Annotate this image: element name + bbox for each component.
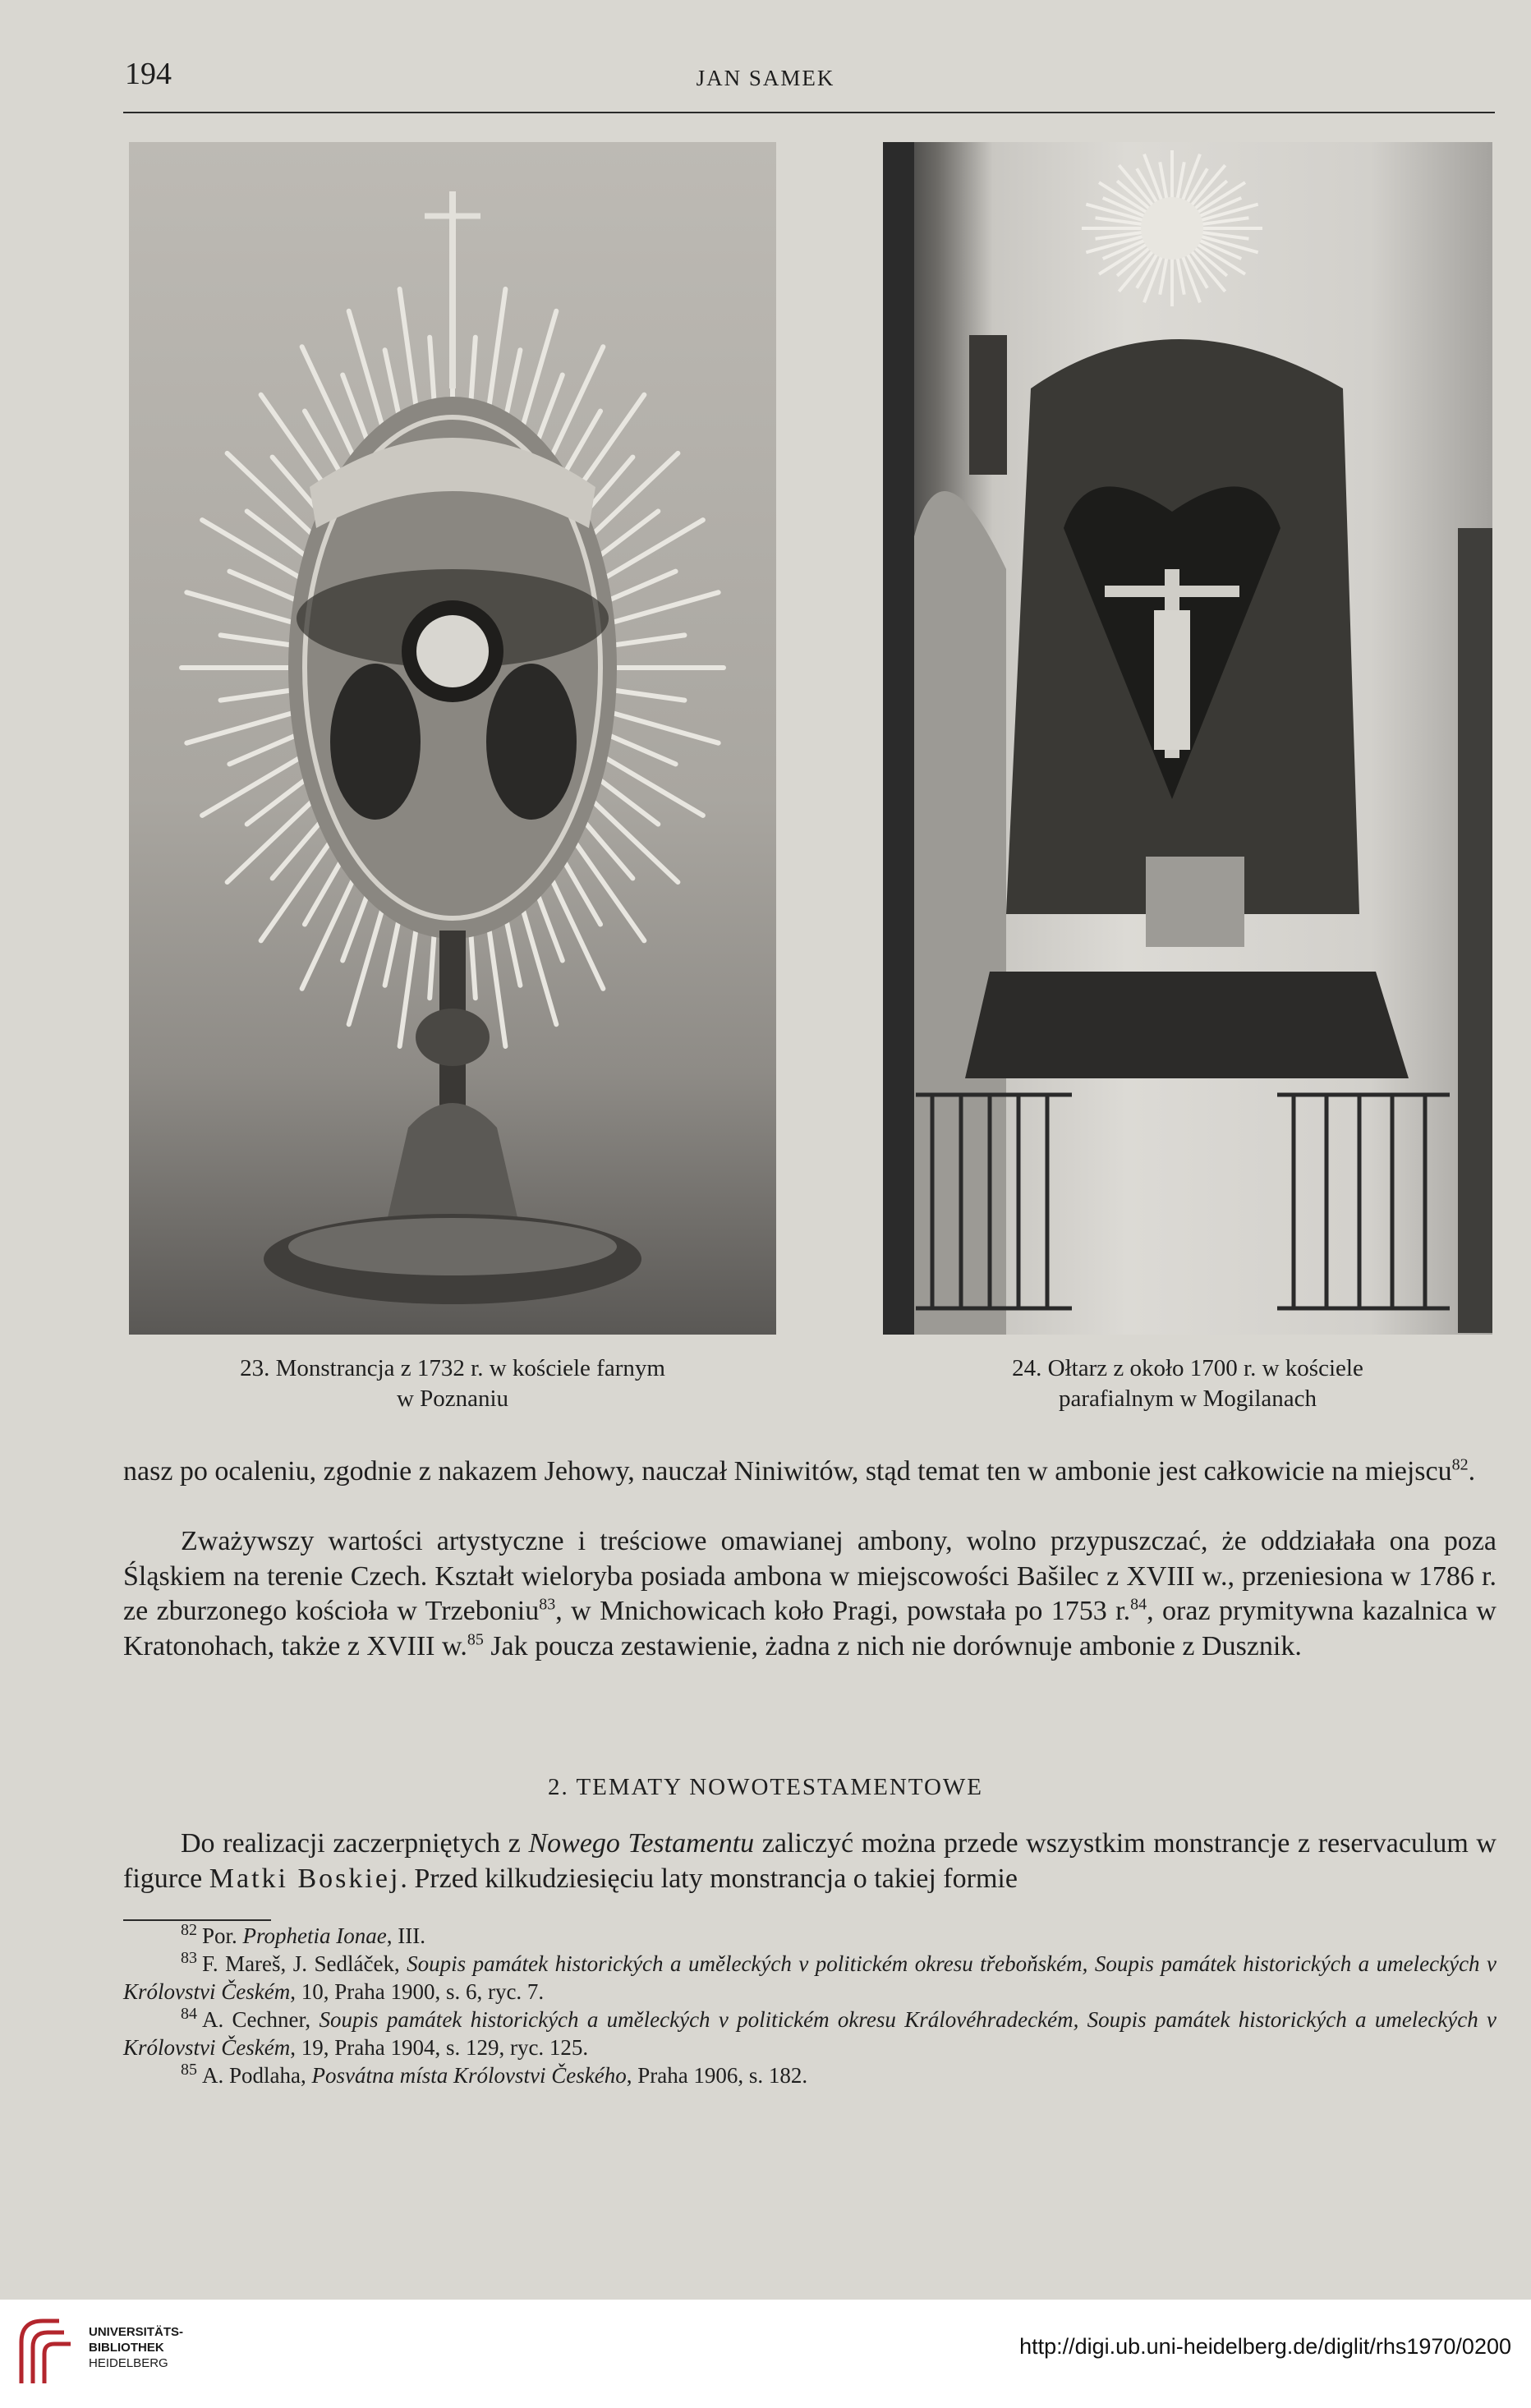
ray	[229, 733, 303, 765]
ray	[602, 733, 676, 765]
ray	[605, 711, 718, 743]
footnote-83-title: Soupis památek historických a uměleckých v politickém okresu třeboňském, Soupis památek historických a umeleckých v Królovstvi Českém	[123, 1951, 1497, 2004]
footnote-83-mark: 83	[181, 1949, 197, 1967]
figure-24-caption-line1: Ołtarz z około 1700 r. w kościele	[1047, 1355, 1363, 1381]
footnote-85-rest: , Praha 1906, s. 182.	[626, 2063, 808, 2088]
library-name-line3: HEIDELBERG	[89, 2356, 168, 2370]
paragraph-3-text-a: Do realizacji zaczerpniętych z	[181, 1828, 529, 1859]
paragraph-3	[123, 1827, 1497, 1896]
footnote-ref-82[interactable]: 82	[1451, 1455, 1469, 1474]
ray	[186, 711, 299, 743]
ray	[202, 753, 308, 816]
header-rule	[123, 112, 1495, 113]
ray	[221, 635, 297, 646]
figure-23-caption	[129, 1353, 776, 1414]
figure-23-caption-line2: w Poznaniu	[396, 1386, 509, 1412]
footnote-82-title: Prophetia Ionae	[242, 1923, 387, 1948]
paragraph-3-italic: Nowego Testamentu	[528, 1828, 755, 1859]
paragraph-3-text-b: zaliczyć można przede wszystkim monstrancje z reservaculum w figurce	[123, 1828, 1497, 1894]
altar-illustration	[883, 142, 1492, 1335]
footnote-ref-84[interactable]: 84	[1130, 1595, 1147, 1614]
library-name-line2: BIBLIOTHEK	[89, 2341, 164, 2355]
footnote-84-mark: 84	[181, 2005, 197, 2023]
footnote-82-author: Por.	[202, 1923, 237, 1948]
footnote-84-author: A. Cechner,	[202, 2007, 311, 2032]
ray	[608, 635, 684, 646]
running-title: JAN SAMEK	[696, 66, 835, 90]
section-heading: 2. TEMATY NOWOTESTAMENTOWE	[547, 1774, 983, 1800]
paragraph-1	[123, 1454, 1497, 1490]
paragraph-1-end: .	[1468, 1456, 1476, 1487]
figure-23-number: 23.	[240, 1355, 270, 1381]
ray	[597, 753, 703, 816]
ray	[608, 690, 684, 701]
ray	[605, 592, 718, 624]
monstrance-photo	[129, 142, 776, 1335]
source-url-link[interactable]: http://digi.ub.uni-heidelberg.de/diglit/rhs1970/0200	[1019, 2334, 1511, 2359]
page-number: 194	[125, 57, 172, 91]
crucifix-figure	[1154, 610, 1190, 750]
paragraph-3-text-c: . Przed kilkudziesięciu laty monstrancja o takiej formie	[400, 1863, 1018, 1894]
footnote-rule	[123, 1919, 271, 1921]
footnote-84-title: Soupis památek historických a uměleckých v politickém okresu Královéhradeckém, Soupis památek historických a umeleckých v Królovstvi Českém	[123, 2007, 1497, 2060]
footnote-82-mark: 82	[181, 1921, 197, 1939]
footnote-82-rest: , III.	[386, 1923, 425, 1948]
paragraph-2-text-b: , w Mnichowicach koło Pragi, powstała po 1753 r.	[555, 1596, 1131, 1626]
paragraph-2	[123, 1524, 1497, 1664]
footnote-83	[123, 1950, 1497, 2006]
ray	[597, 520, 703, 582]
footnote-ref-85[interactable]: 85	[467, 1630, 484, 1649]
ray	[202, 520, 308, 582]
footnote-85-author: A. Podlaha,	[202, 2063, 306, 2088]
altar-photo	[883, 142, 1492, 1335]
ray	[221, 690, 297, 701]
figure-24-caption-line2: parafialnym w Mogilanach	[1058, 1386, 1317, 1412]
library-name-line1: UNIVERSITÄTS-	[89, 2325, 184, 2339]
monstrance-illustration	[129, 142, 776, 1335]
figure-23-caption-line1: Monstrancja z 1732 r. w kościele farnym	[275, 1355, 665, 1381]
ray	[229, 572, 303, 604]
footnote-83-author: F. Mareš, J. Sedláček,	[202, 1951, 400, 1976]
footnote-82	[123, 1922, 1497, 1950]
ray	[186, 592, 299, 624]
footnotes	[123, 1922, 1497, 2089]
footnote-84	[123, 2006, 1497, 2061]
paragraph-2-text-c: , oraz prymitywna kazalnica w Kratonohach, także z XVIII w.	[123, 1596, 1497, 1661]
footnote-85-title: Posvátna místa Królovstvi Českého	[311, 2063, 627, 2088]
paragraph-2-text-d: Jak poucza zestawienie, żadna z nich nie dorównuje ambonie z Dusznik.	[483, 1630, 1302, 1661]
footnote-83-rest: , 10, Praha 1900, s. 6, ryc. 7.	[290, 1979, 545, 2004]
paragraph-2-text-a: Zważywszy wartości artystyczne i treściowe omawianej ambony, wolno przypuszczać, że oddziałała ona poza Śląskiem na terenie Czech. Kształt wieloryba posiada ambona w miejscowości Bašilec z XVIII w., przeniesiona w 1786 r. ze zburzonego kościoła w Trzeboniu	[123, 1526, 1497, 1626]
footnote-84-rest: , 19, Praha 1904, s. 129, ryc. 125.	[290, 2035, 589, 2060]
figure-24-caption	[883, 1353, 1492, 1414]
library-name	[89, 2324, 183, 2371]
paragraph-1-text: nasz po ocaleniu, zgodnie z nakazem Jehowy, nauczał Niniwitów, stąd temat ten w ambonie jest całkowicie na miejscu	[123, 1456, 1452, 1487]
figure-24-number: 24.	[1012, 1355, 1042, 1381]
footnote-ref-83[interactable]: 83	[539, 1595, 556, 1614]
library-logo-icon[interactable]	[13, 2309, 79, 2392]
footnote-85	[123, 2061, 1497, 2089]
paragraph-3-spaced: Matki Boskiej	[209, 1863, 401, 1894]
ray	[602, 572, 676, 604]
footnote-85-mark: 85	[181, 2061, 197, 2079]
